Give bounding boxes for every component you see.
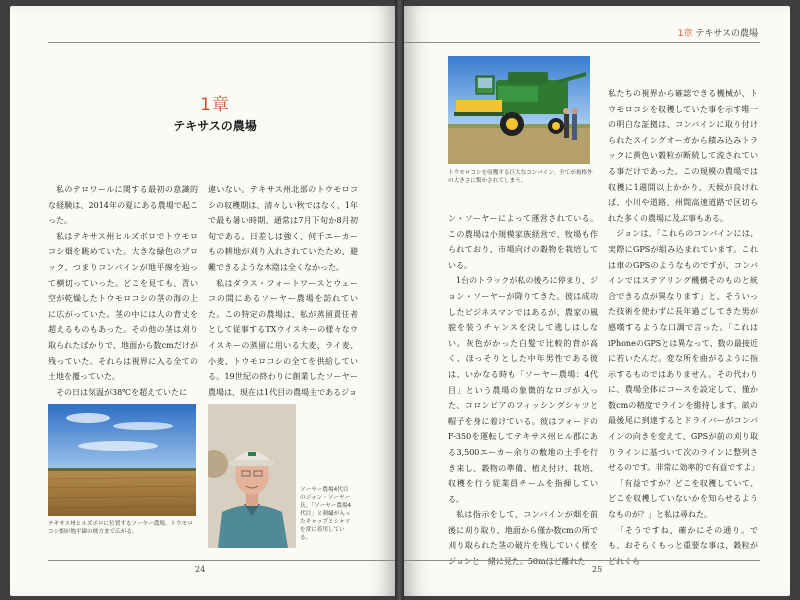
body-paragraph: 私たちの視界から確認できる機械が、トウモロコシを収穫していた事を示す唯一の明白な証拠は、コンバインに取り付けられたスイングオーガから積み込みトラックに黄色い穀粒が断続して流されている事だけであった。この規模の農場では収穫に1週間以上かかり、天候が良ければ、小川や道路、州間高速道路で区切られた多くの農場に及ぶ事もある。 bbox=[608, 89, 758, 223]
body-paragraph: 私のテロワールに関する最初の意識的な経験は、2014年の夏にある農場で起こった。 bbox=[48, 185, 198, 226]
body-paragraph: 私はダラス・フォートワースとウェーコの間にあるソーヤー農場を訪れていた。この特定の農場は、私が蒸留責任者として従事するTXウイスキーの様々なウイスキーの蒸留に用いる大麦、ライ麦、小麦、トウモロコシの全てを供給している。19世紀の終わりに創業したソーヤー農場は、現在は1代目の農場主であるジョ bbox=[208, 278, 358, 397]
body-paragraph: 「有益ですか？どこを収穫していて、どこを収穫していないかを知らせるようなものが？」と私は尋ねた。 bbox=[608, 478, 758, 520]
cornfield-caption: テキサス州ヒルズボロに位置するソーヤー農場。トウモロコシ畑が地平線の彼方まで広がる。 bbox=[48, 521, 193, 535]
left-column-1 bbox=[48, 182, 198, 400]
body-paragraph: 違いない。テキサス州北部のトウモロコシの収穫期は、清々しい秋ではなく、1年で最も暑い時期、通常は7月下旬か8月初旬である。日差しは強く、何千エーカーもの耕地が刈り入れされていたため、避難できるような木陰は全くなかった。 bbox=[208, 185, 358, 272]
portrait-caption: ソーヤー農場4代目のジョン・ソーヤー氏。「ソーヤー農場4代目」と刺繍が入ったキャップとシャツを常に着用している。 bbox=[300, 487, 352, 541]
bottom-rule bbox=[48, 560, 395, 561]
farmer-portrait-photo bbox=[208, 404, 296, 548]
combine-harvester-photo bbox=[448, 56, 590, 164]
body-paragraph: ン・ソーヤーによって運営されている。この農場は小規模家族経営で、牧場も作られており、市場向けの穀物を栽培している。 bbox=[448, 214, 598, 270]
left-column-2 bbox=[208, 182, 358, 400]
chapter-heading bbox=[160, 90, 270, 134]
combine-caption: トウモロコシを収穫する巨大なコンバイン。全てが規格外の大きさに驚かされてしまう。 bbox=[448, 170, 593, 184]
book-gutter bbox=[395, 0, 404, 600]
chapter-number: 1章 bbox=[200, 95, 230, 115]
body-paragraph: ジョンは、「これらのコンバインには、実際にGPSが組み込まれています。これは車のGPSのようなものですが、コンバインではステアリング機構そのものと統合できる点が異なります」と、そういった技術を使わずに長年過ごしてきた男が感嘆するような口調で言った。「これはiPhoneのGPSとは異なって、数の最接近に若いたんだ。変な所を曲がるように指示するものではありません。その代わりに、農場全体にコースを設定して、僅か数cmの精度でラインを維持します。畝の最後尾に到達するとドライバーがコンバインの向きを変えて、GPSが前の刈り取りラインに基づいて次のラインに整列させるのです。非常に効率的で有益ですよ」 bbox=[608, 229, 760, 473]
page-number: 24 bbox=[195, 565, 206, 574]
running-head-number: 1章 bbox=[677, 29, 693, 39]
cornfield-photo bbox=[48, 404, 196, 516]
body-paragraph: 私はテキサス州ヒルズボロでトウモロコシ畑を眺めていた。大きな緑色のブロック、つまりコンバインが地平線を辿って横切っていった。どこを見ても、青い空が乾燥したトウモロコシの茎の海の上に広がっていた。茎の中には人の背丈を超えるものもあった。その他の茎は刈り取られたばかりで、地面から数cmだけが残っていた。それらは視界に入る全ての土地を覆っていた。 bbox=[48, 231, 198, 382]
body-paragraph: 私は指示をして、コンバインが畑を前後に刈り取り、地面から僅か数cmの所で刈り取られた茎の破片を残していく様をジョンと一緒に見た。50mほど離れた bbox=[448, 510, 598, 567]
chapter-title: テキサスの農場 bbox=[173, 119, 257, 133]
bottom-rule bbox=[404, 560, 760, 561]
body-paragraph: 「そうですね、確かにその通り。でも、おそらくもっと重要な事は、穀粒がどれくら bbox=[608, 525, 758, 566]
running-head bbox=[678, 26, 758, 39]
right-column-1 bbox=[448, 211, 598, 570]
right-page bbox=[404, 6, 790, 596]
right-column-2 bbox=[608, 86, 758, 569]
page-number: 25 bbox=[592, 565, 603, 574]
body-paragraph: 1台のトラックが私の後ろに停まり、ジョン・ソーヤーが降りてきた。彼は成功したビジネスマンではあるが、農家の風貌を装うチャンスを決して逃しはしない。灰色がかった白髪で比較的背が高く、ほっそりとした中年男性である彼は、いかなる時も「ソーヤー農場：4代目」という農場の象徴的なロゴが入った、コロンビアのフィッシングシャツと帽子を身に着けている。彼はフォードのF-350を運転してテキサス州ヒル郡にある3,500エーカー余りの敷地の土手を行き来し、穀物の準備、植え付け、栽培、収穫を行う従業員チームを指揮している。 bbox=[448, 276, 598, 504]
top-rule bbox=[48, 42, 395, 43]
body-paragraph: その日は気温が38℃を超えていたに bbox=[56, 387, 188, 397]
top-rule bbox=[404, 42, 760, 43]
running-head-title: テキサスの農場 bbox=[695, 29, 758, 39]
left-page bbox=[10, 6, 395, 596]
